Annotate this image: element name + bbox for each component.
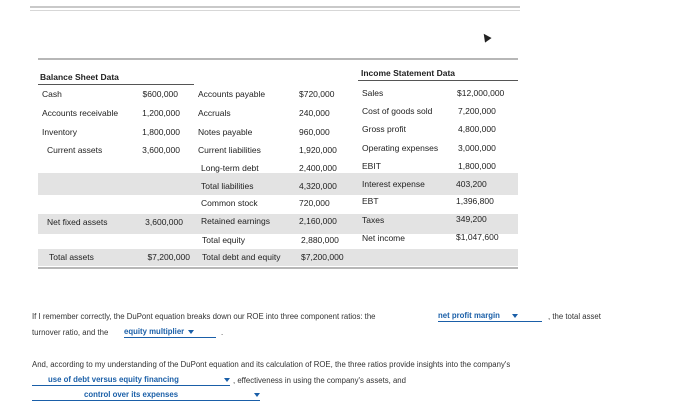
net-fixed-assets-value: 3,600,000: [145, 217, 183, 227]
net-fixed-assets-label: Net fixed assets: [47, 217, 108, 227]
ebit-value: 1,800,000: [458, 161, 496, 171]
interest-expense-label: Interest expense: [362, 179, 425, 189]
cash-value: $600,000: [142, 89, 178, 99]
taxes-label: Taxes: [362, 215, 385, 225]
table-band-1: [38, 173, 518, 195]
dupont-sentence-1: If I remember correctly, the DuPont equation breaks down our ROE into three component ratios: the: [32, 312, 376, 321]
dupont-sentence-2: turnover ratio, and the: [32, 328, 109, 337]
current-liabilities-value: 1,920,000: [299, 145, 337, 155]
balance-sheet-heading: Balance Sheet Data: [40, 72, 119, 82]
gross-profit-label: Gross profit: [362, 124, 406, 134]
net-income-value: $1,047,600: [456, 232, 499, 242]
ar-value: 1,200,000: [142, 108, 180, 118]
mouse-cursor-icon: [480, 31, 491, 42]
inventory-label: Inventory: [42, 127, 77, 137]
total-liabilities-label: Total liabilities: [201, 181, 254, 191]
gross-profit-value: 4,800,000: [458, 124, 496, 134]
chevron-down-icon: [224, 378, 230, 382]
ebit-label: EBIT: [362, 161, 381, 171]
long-term-debt-value: 2,400,000: [299, 163, 337, 173]
chevron-down-icon: [512, 314, 518, 318]
dupont-sentence-1-end: , the total asset: [548, 312, 601, 321]
total-debt-equity-label: Total debt and equity: [202, 252, 281, 262]
common-stock-value: 720,000: [299, 198, 330, 208]
dropdown-ratio-1-value: net profit margin: [438, 311, 500, 320]
dropdown-insight-2-value: control over its expenses: [84, 390, 179, 399]
interest-expense-value: 403,200: [456, 179, 487, 189]
cogs-value: 7,200,000: [458, 106, 496, 116]
ar-label: Accounts receivable: [42, 108, 119, 118]
cash-label: Cash: [42, 89, 62, 99]
balance-heading-underline: [38, 84, 194, 85]
inventory-value: 1,800,000: [142, 127, 180, 137]
income-statement-heading: Income Statement Data: [361, 68, 455, 78]
notes-payable-value: 960,000: [299, 127, 330, 137]
operating-expenses-label: Operating expenses: [362, 143, 439, 153]
total-equity-value: 2,880,000: [301, 235, 339, 245]
table-bottom-line: [38, 267, 518, 269]
current-assets-value: 3,600,000: [142, 145, 180, 155]
table-band-2: [38, 214, 518, 234]
taxes-value: 349,200: [456, 214, 487, 224]
retained-earnings-label: Retained earnings: [201, 216, 270, 226]
accounts-payable-value: $720,000: [299, 89, 335, 99]
retained-earnings-value: 2,160,000: [299, 216, 337, 226]
dropdown-ratio-3-value: equity multiplier: [124, 327, 185, 336]
table-top-line: [38, 58, 518, 60]
dropdown-insight-1[interactable]: [32, 375, 230, 386]
ebt-value: 1,396,800: [456, 196, 494, 206]
operating-expenses-value: 3,000,000: [458, 143, 496, 153]
cogs-label: Cost of goods sold: [362, 106, 433, 116]
dropdown-insight-1-value: use of debt versus equity financing: [48, 375, 179, 384]
ebt-label: EBT: [362, 196, 379, 206]
net-income-label: Net income: [362, 233, 405, 243]
top-divider-2: [30, 10, 520, 11]
total-liabilities-value: 4,320,000: [299, 181, 337, 191]
chevron-down-icon: [188, 330, 194, 334]
sales-value: $12,000,000: [457, 88, 505, 98]
total-equity-label: Total equity: [202, 235, 245, 245]
sales-label: Sales: [362, 88, 384, 98]
top-divider: [30, 6, 520, 8]
long-term-debt-label: Long-term debt: [201, 163, 259, 173]
common-stock-label: Common stock: [201, 198, 258, 208]
total-assets-label: Total assets: [49, 252, 94, 262]
accruals-value: 240,000: [299, 108, 330, 118]
accounts-payable-label: Accounts payable: [198, 89, 266, 99]
insights-sentence-middle: , effectiveness in using the company's assets, and: [233, 376, 406, 385]
insights-sentence: And, according to my understanding of the DuPont equation and its calculation of ROE, the three ratios provide insights into the company's: [32, 360, 511, 369]
dropdown-ratio-1[interactable]: [438, 311, 542, 322]
total-debt-equity-value: $7,200,000: [301, 252, 344, 262]
current-liabilities-label: Current liabilities: [198, 145, 261, 155]
current-assets-label: Current assets: [47, 145, 103, 155]
income-heading-underline: [358, 80, 518, 81]
chevron-down-icon: [254, 393, 260, 397]
dropdown-insight-2[interactable]: [32, 390, 260, 401]
accruals-label: Accruals: [198, 108, 231, 118]
dropdown-ratio-3[interactable]: [124, 327, 216, 338]
dupont-sentence-2-end: .: [221, 328, 224, 337]
total-assets-value: $7,200,000: [147, 252, 190, 262]
notes-payable-label: Notes payable: [198, 127, 253, 137]
